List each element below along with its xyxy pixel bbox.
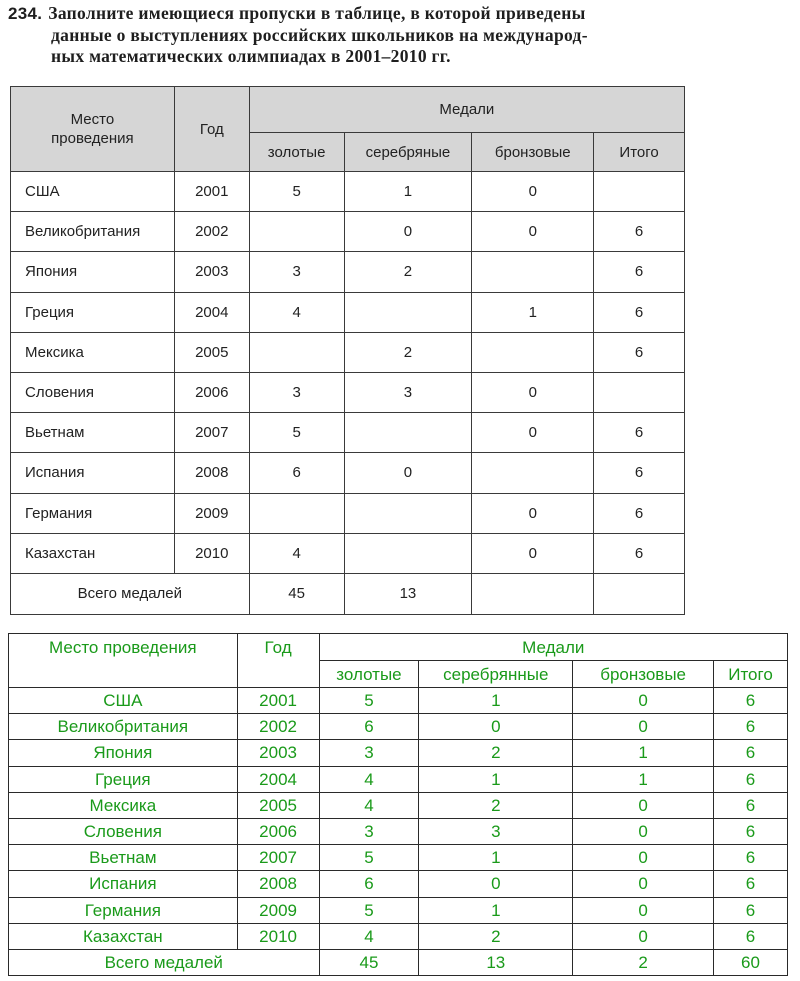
answer-totals-bronze: 2 — [573, 949, 714, 975]
cell-gold: 4 — [249, 292, 344, 332]
cell-gold: 5 — [319, 688, 419, 714]
cell-bronze: 0 — [573, 714, 714, 740]
cell-place: Испания — [11, 453, 175, 493]
table-row — [11, 212, 685, 252]
cell-year: 2006 — [174, 372, 249, 412]
cell-bronze: 0 — [573, 688, 714, 714]
cell-year: 2002 — [174, 212, 249, 252]
cell-place: Германия — [11, 493, 175, 533]
cell-bronze: 0 — [573, 897, 714, 923]
cell-total — [594, 372, 685, 412]
table-row — [9, 923, 788, 949]
cell-gold: 3 — [319, 740, 419, 766]
header-gold: золотые — [249, 133, 344, 172]
scan-table — [10, 86, 685, 615]
cell-bronze: 0 — [573, 845, 714, 871]
cell-place: Япония — [11, 252, 175, 292]
totals-silver: 13 — [344, 573, 472, 614]
cell-year: 2009 — [237, 897, 319, 923]
cell-silver: 0 — [419, 714, 573, 740]
cell-total — [594, 172, 685, 212]
cell-gold: 4 — [319, 792, 419, 818]
problem-line-2: данные о выступлениях российских школьников на международ- — [51, 24, 588, 45]
cell-place: Германия — [9, 897, 238, 923]
cell-gold — [249, 332, 344, 372]
cell-gold: 3 — [249, 372, 344, 412]
cell-place: Мексика — [9, 792, 238, 818]
cell-bronze: 0 — [472, 493, 594, 533]
cell-gold: 4 — [319, 766, 419, 792]
cell-year: 2010 — [237, 923, 319, 949]
cell-bronze: 0 — [573, 871, 714, 897]
totals-label: Всего медалей — [11, 573, 250, 614]
cell-silver: 0 — [344, 212, 472, 252]
cell-silver: 2 — [419, 740, 573, 766]
cell-year: 2001 — [174, 172, 249, 212]
answer-header-bronze: бронзовые — [573, 661, 714, 688]
table-row — [9, 688, 788, 714]
table-row — [9, 845, 788, 871]
cell-bronze: 0 — [472, 172, 594, 212]
cell-silver: 2 — [344, 252, 472, 292]
cell-bronze: 0 — [573, 818, 714, 844]
cell-silver: 2 — [344, 332, 472, 372]
cell-gold: 4 — [319, 923, 419, 949]
answer-header-year: Год — [237, 634, 319, 688]
cell-bronze: 0 — [472, 533, 594, 573]
table-row — [9, 740, 788, 766]
cell-gold: 5 — [249, 413, 344, 453]
cell-year: 2004 — [237, 766, 319, 792]
cell-silver: 1 — [419, 845, 573, 871]
cell-gold: 3 — [249, 252, 344, 292]
header-place: Место проведения — [11, 87, 175, 172]
cell-place: Япония — [9, 740, 238, 766]
table-row — [9, 871, 788, 897]
answer-header-gold: золотые — [319, 661, 419, 688]
cell-total: 6 — [594, 533, 685, 573]
header-year: Год — [174, 87, 249, 172]
table-row — [11, 292, 685, 332]
cell-place: Вьетнам — [9, 845, 238, 871]
cell-total: 6 — [594, 493, 685, 533]
table-row — [11, 533, 685, 573]
answer-header-place: Место проведения — [9, 634, 238, 688]
cell-total: 6 — [594, 453, 685, 493]
cell-bronze: 0 — [472, 212, 594, 252]
cell-place: США — [9, 688, 238, 714]
cell-bronze — [472, 453, 594, 493]
cell-year: 2008 — [174, 453, 249, 493]
cell-year: 2010 — [174, 533, 249, 573]
cell-place: Казахстан — [11, 533, 175, 573]
cell-year: 2005 — [237, 792, 319, 818]
cell-total: 6 — [714, 714, 788, 740]
cell-total: 6 — [714, 845, 788, 871]
cell-gold: 4 — [249, 533, 344, 573]
totals-total — [594, 573, 685, 614]
cell-total: 6 — [714, 740, 788, 766]
cell-place: Вьетнам — [11, 413, 175, 453]
table-row — [9, 766, 788, 792]
cell-silver: 1 — [419, 766, 573, 792]
cell-place: Греция — [11, 292, 175, 332]
cell-gold: 5 — [249, 172, 344, 212]
cell-gold — [249, 212, 344, 252]
problem-line-3: ных математических олимпиадах в 2001–2010 гг. — [51, 46, 451, 66]
cell-place: Казахстан — [9, 923, 238, 949]
totals-bronze — [472, 573, 594, 614]
cell-total: 6 — [594, 292, 685, 332]
cell-year: 2001 — [237, 688, 319, 714]
header-bronze: бронзовые — [472, 133, 594, 172]
table-row — [9, 818, 788, 844]
cell-total: 6 — [714, 818, 788, 844]
cell-gold: 5 — [319, 845, 419, 871]
cell-total: 6 — [714, 792, 788, 818]
cell-total: 6 — [594, 212, 685, 252]
cell-year: 2003 — [237, 740, 319, 766]
cell-place: Испания — [9, 871, 238, 897]
cell-bronze: 1 — [573, 740, 714, 766]
answer-header-silver: серебрянные — [419, 661, 573, 688]
answer-header-total: Итого — [714, 661, 788, 688]
table-row — [11, 493, 685, 533]
cell-year: 2009 — [174, 493, 249, 533]
table-row — [11, 453, 685, 493]
header-total: Итого — [594, 133, 685, 172]
cell-silver: 0 — [419, 871, 573, 897]
cell-silver: 2 — [419, 792, 573, 818]
cell-bronze: 0 — [573, 923, 714, 949]
totals-row — [11, 573, 685, 614]
cell-silver: 3 — [419, 818, 573, 844]
cell-silver: 1 — [419, 688, 573, 714]
problem-statement — [8, 3, 693, 68]
cell-gold: 5 — [319, 897, 419, 923]
cell-gold — [249, 493, 344, 533]
cell-year: 2007 — [237, 845, 319, 871]
cell-total: 6 — [714, 897, 788, 923]
cell-bronze: 0 — [573, 792, 714, 818]
cell-total: 6 — [714, 923, 788, 949]
table-row — [11, 413, 685, 453]
cell-gold: 6 — [319, 714, 419, 740]
cell-silver: 1 — [419, 897, 573, 923]
cell-silver — [344, 413, 472, 453]
cell-year: 2007 — [174, 413, 249, 453]
cell-year: 2008 — [237, 871, 319, 897]
answer-totals-silver: 13 — [419, 949, 573, 975]
cell-bronze: 1 — [472, 292, 594, 332]
cell-place: Великобритания — [11, 212, 175, 252]
answer-totals-gold: 45 — [319, 949, 419, 975]
answer-totals-label: Всего медалей — [9, 949, 320, 975]
cell-bronze: 1 — [573, 766, 714, 792]
answer-totals-total: 60 — [714, 949, 788, 975]
cell-silver — [344, 533, 472, 573]
cell-year: 2004 — [174, 292, 249, 332]
problem-number: 234. — [8, 4, 43, 23]
cell-year: 2002 — [237, 714, 319, 740]
problem-line-1: 234. Заполните имеющиеся пропуски в таблице, в которой приведены — [8, 3, 586, 23]
header-medals: Медали — [249, 87, 684, 133]
cell-silver: 1 — [344, 172, 472, 212]
table-row — [11, 372, 685, 412]
cell-place: Греция — [9, 766, 238, 792]
cell-gold: 6 — [249, 453, 344, 493]
cell-place: Великобритания — [9, 714, 238, 740]
cell-silver — [344, 493, 472, 533]
cell-place: Словения — [11, 372, 175, 412]
cell-silver — [344, 292, 472, 332]
answer-table — [8, 633, 788, 976]
totals-gold: 45 — [249, 573, 344, 614]
answer-header-medals: Медали — [319, 634, 787, 661]
cell-total: 6 — [594, 332, 685, 372]
cell-gold: 6 — [319, 871, 419, 897]
cell-bronze: 0 — [472, 413, 594, 453]
cell-place: Словения — [9, 818, 238, 844]
cell-bronze — [472, 332, 594, 372]
table-row — [9, 897, 788, 923]
cell-bronze — [472, 252, 594, 292]
table-row — [9, 792, 788, 818]
table-row — [9, 714, 788, 740]
cell-total: 6 — [594, 413, 685, 453]
cell-bronze: 0 — [472, 372, 594, 412]
cell-gold: 3 — [319, 818, 419, 844]
table-row — [11, 332, 685, 372]
header-silver: серебряные — [344, 133, 472, 172]
cell-year: 2005 — [174, 332, 249, 372]
cell-total: 6 — [714, 766, 788, 792]
cell-silver: 3 — [344, 372, 472, 412]
table-row — [11, 252, 685, 292]
cell-place: США — [11, 172, 175, 212]
table-row — [11, 172, 685, 212]
cell-year: 2006 — [237, 818, 319, 844]
cell-total: 6 — [594, 252, 685, 292]
cell-total: 6 — [714, 871, 788, 897]
cell-year: 2003 — [174, 252, 249, 292]
cell-total: 6 — [714, 688, 788, 714]
cell-silver: 0 — [344, 453, 472, 493]
answer-totals-row — [9, 949, 788, 975]
cell-silver: 2 — [419, 923, 573, 949]
cell-place: Мексика — [11, 332, 175, 372]
